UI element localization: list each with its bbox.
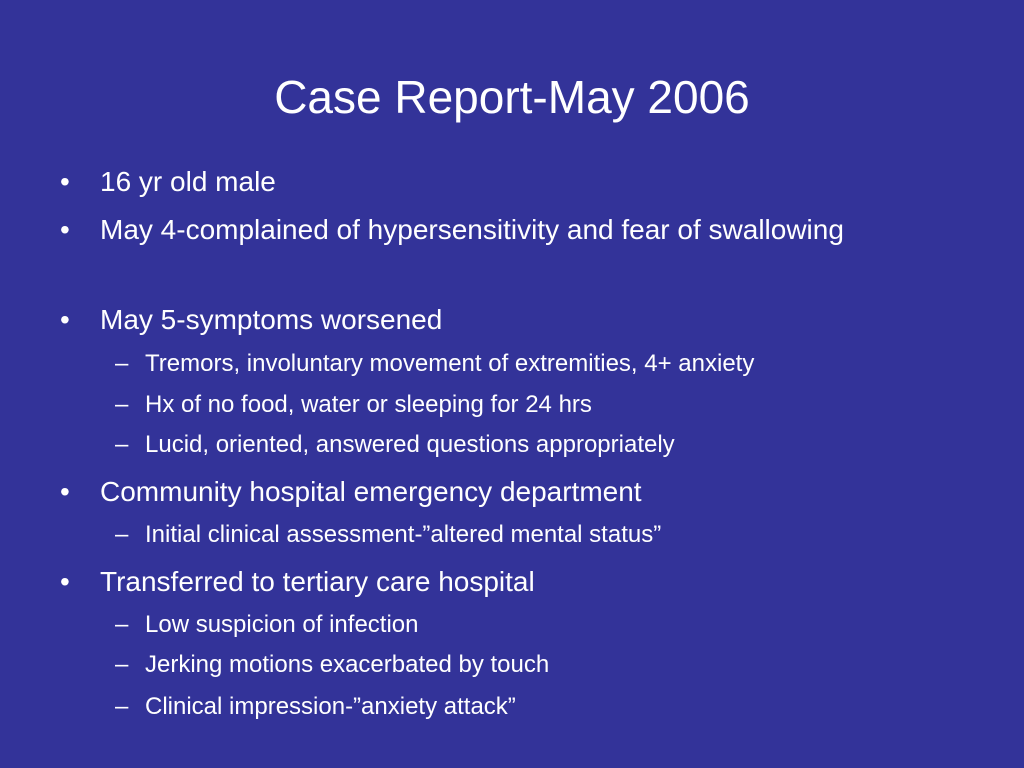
dash-icon: – (115, 693, 129, 720)
dash-icon: – (115, 521, 129, 548)
bullet-text: May 5-symptoms worsened (100, 304, 443, 335)
bullet-item (60, 162, 900, 202)
sub-bullet-item (115, 347, 925, 381)
bullet-item (60, 472, 900, 512)
bullet-dot-icon: • (60, 166, 70, 197)
bullet-text: May 4-complained of hypersensitivity and fear of swallowing (100, 214, 844, 245)
dash-icon: – (115, 431, 129, 458)
bullet-text: Community hospital emergency department (100, 476, 642, 507)
sub-bullet-item (115, 388, 925, 422)
sub-bullet-text: Lucid, oriented, answered questions appropriately (145, 431, 675, 458)
sub-bullet-item (115, 428, 925, 462)
sub-bullet-item (115, 518, 925, 552)
bullet-text: 16 yr old male (100, 166, 276, 197)
dash-icon: – (115, 391, 129, 418)
bullet-dot-icon: • (60, 214, 70, 245)
sub-bullet-item (115, 690, 925, 724)
bullet-dot-icon: • (60, 476, 70, 507)
slide-title: Case Report-May 2006 (274, 71, 750, 123)
sub-bullet-item (115, 608, 925, 642)
sub-bullet-text: Initial clinical assessment-”altered mental status” (145, 521, 662, 548)
sub-bullet-text: Jerking motions exacerbated by touch (145, 651, 550, 678)
dash-icon: – (115, 651, 129, 678)
bullet-item (60, 562, 900, 602)
bullet-item (60, 300, 900, 340)
dash-icon: – (115, 350, 129, 377)
sub-bullet-text: Low suspicion of infection (145, 611, 419, 638)
sub-bullet-text: Hx of no food, water or sleeping for 24 hrs (145, 391, 592, 418)
bullet-text: Transferred to tertiary care hospital (100, 566, 535, 597)
bullet-dot-icon: • (60, 304, 70, 335)
bullet-item (60, 210, 900, 250)
bullet-dot-icon: • (60, 566, 70, 597)
sub-bullet-text: Tremors, involuntary movement of extremities, 4+ anxiety (145, 350, 755, 377)
sub-bullet-item (115, 648, 925, 682)
dash-icon: – (115, 611, 129, 638)
sub-bullet-text: Clinical impression-”anxiety attack” (145, 693, 516, 720)
